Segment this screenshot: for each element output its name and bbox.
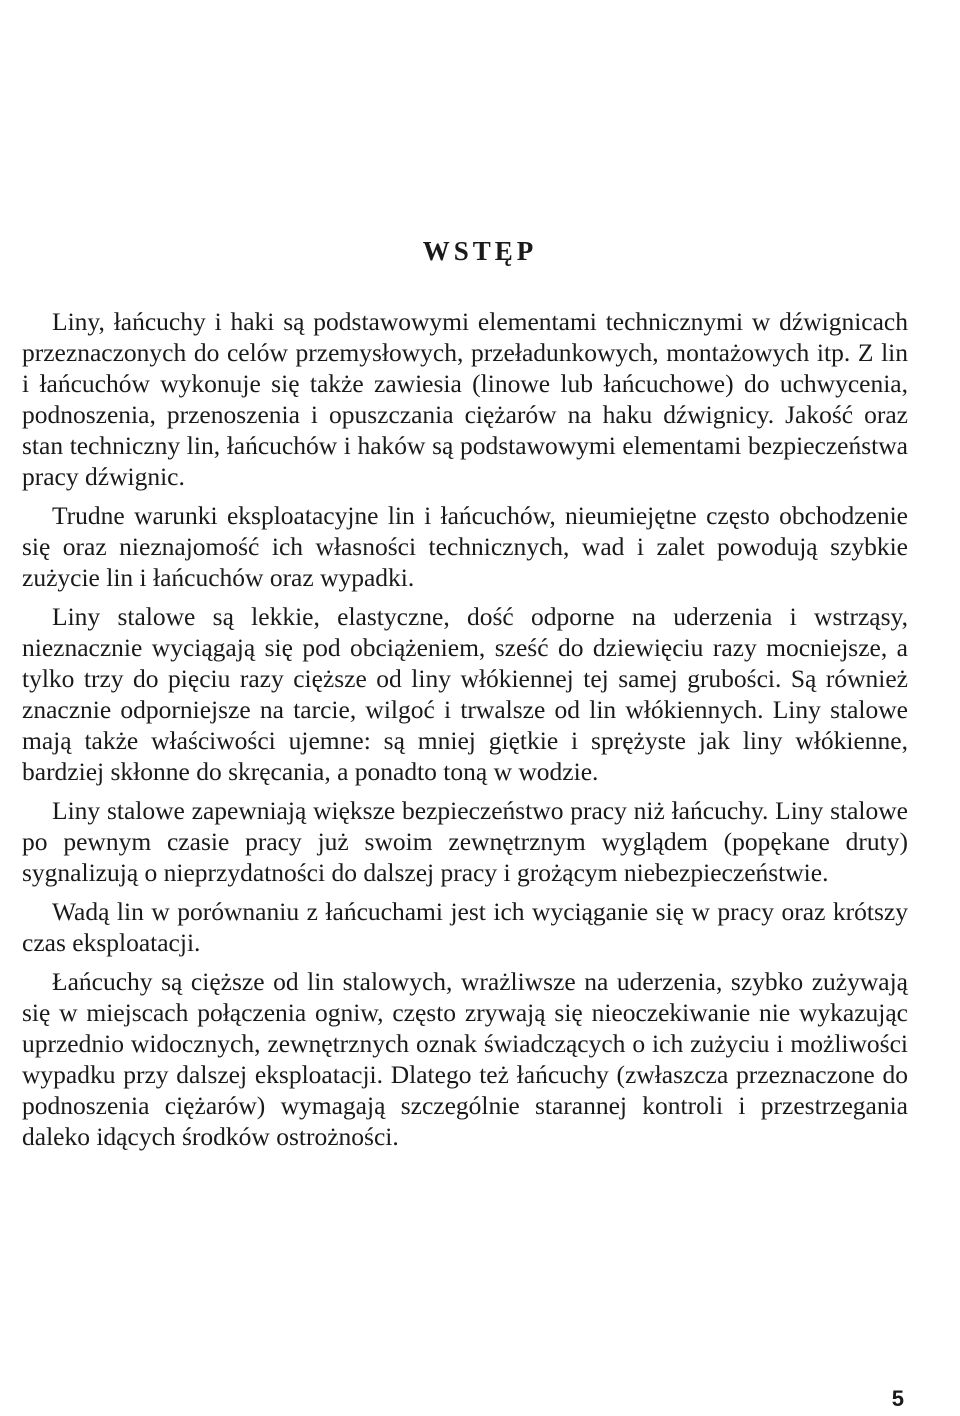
paragraph-2: Trudne warunki eksploatacyjne lin i łańcuchów, nieumiejętne często obchodzenie się oraz nieznajomość ich własności technicznych, wad i zalet powodują szybkie zużycie lin i łańcuchów oraz wypadki.	[22, 501, 908, 592]
paragraph-6: Łańcuchy są cięższe od lin stalowych, wrażliwsze na uderzenia, szybko zużywają się w miejscach połączenia ogniw, często zrywają się nieoczekiwanie nie wykazując uprzednio widocznych, zewnętrznych oznak świadczących o ich zużyciu i możliwości wypadku przy dalszej eksploatacji. Dlatego też łańcuchy (zwłaszcza przeznaczone do podnoszenia ciężarów) wymagają szczególnie starannej kontroli i przestrzegania daleko idących środków ostrożności.	[22, 967, 908, 1151]
paragraph-5: Wadą lin w porównaniu z łańcuchami jest ich wyciąganie się w pracy oraz krótszy czas eksploatacji.	[22, 897, 908, 957]
page-number: 5	[891, 1386, 904, 1411]
paragraph-1: Liny, łańcuchy i haki są podstawowymi elementami technicznymi w dźwignicach przeznaczonych do celów przemysłowych, przeładunkowych, montażowych itp. Z lin i łańcuchów wykonuje się także zawiesia (linowe lub łańcuchowe) do uchwycenia, podnoszenia, przenoszenia i opuszczania ciężarów na haku dźwignicy. Jakość oraz stan techniczny lin, łańcuchów i haków są podstawowymi elementami bezpieczeństwa pracy dźwignic.	[22, 307, 908, 491]
page-title: WSTĘP	[422, 236, 538, 266]
body-text	[22, 306, 908, 1160]
paragraph-3: Liny stalowe są lekkie, elastyczne, dość odporne na uderzenia i wstrząsy, nieznacznie wyciągają się pod obciążeniem, sześć do dziewięciu razy mocniejsze, a tylko trzy do pięciu razy cięższe od liny włókiennej tej samej grubości. Są również znacznie odporniejsze na tarcie, wilgoć i trwalsze od lin włókiennych. Liny stalowe mają także właściwości ujemne: są mniej giętkie i sprężyste jak liny włókienne, bardziej skłonne do skręcania, a ponadto toną w wodzie.	[22, 602, 908, 786]
paragraph-4: Liny stalowe zapewniają większe bezpieczeństwo pracy niż łańcuchy. Liny stalowe po pewnym czasie pracy już swoim zewnętrznym wyglądem (popękane druty) sygnalizują o nieprzydatności do dalszej pracy i grożącym niebezpieczeństwie.	[22, 796, 908, 887]
